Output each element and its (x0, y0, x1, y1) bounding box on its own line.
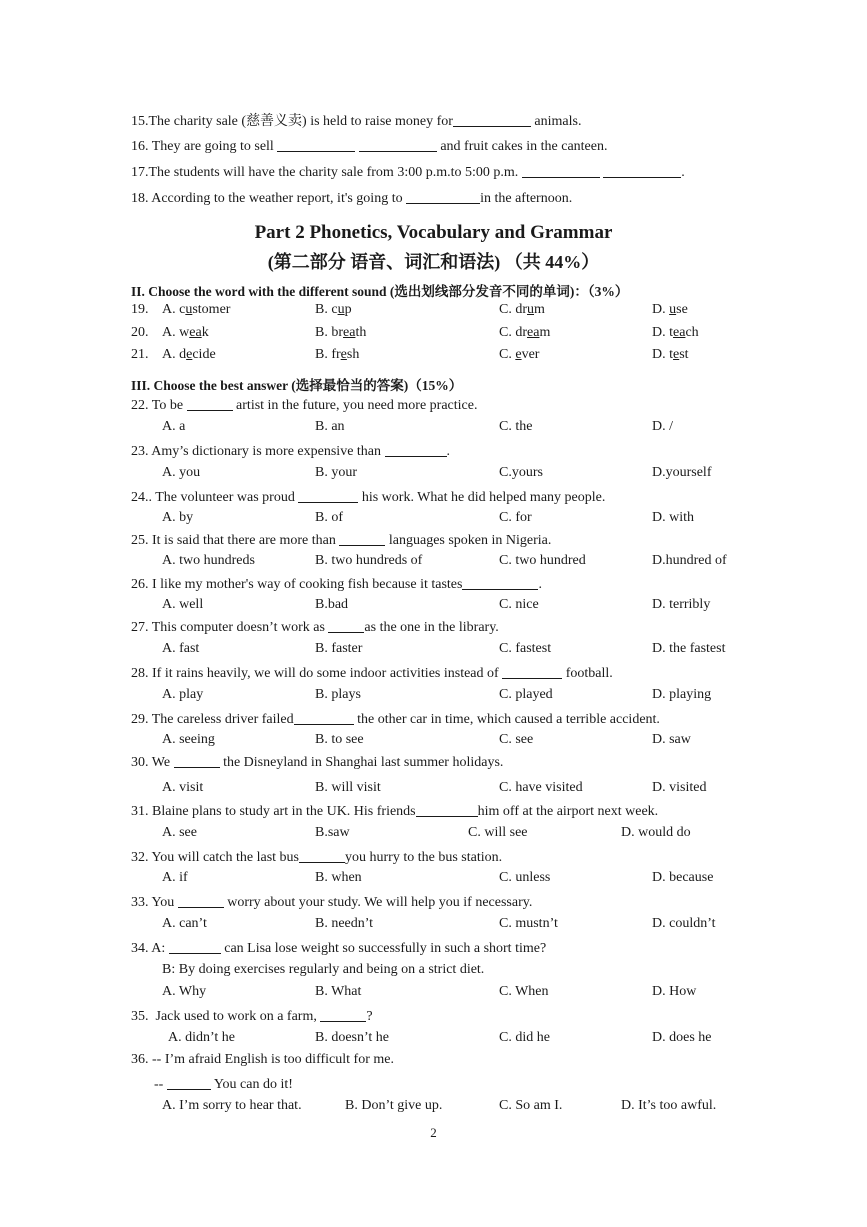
question-text: Blaine plans to study art in the UK. His friends (152, 804, 416, 819)
word-part: ch (685, 325, 699, 340)
question-number: 17. (131, 165, 149, 180)
page-number: 2 (430, 1125, 437, 1140)
question-17 (131, 163, 685, 181)
option-a[interactable]: A. see (162, 825, 197, 840)
option-label: C. (499, 302, 512, 317)
underlined-part: e (673, 347, 680, 362)
question-number: 18. (131, 191, 149, 206)
option-d[interactable]: D. because (652, 870, 714, 885)
option-a[interactable]: A. a (162, 419, 186, 434)
answer-blank[interactable] (277, 137, 355, 152)
word-part: th (355, 325, 367, 340)
question-text: you hurry to the bus station. (345, 850, 503, 865)
answer-blank[interactable] (187, 396, 233, 411)
question-text: I like my mother's way of cooking fish because it tastes (152, 577, 463, 592)
question-number: 15. (131, 114, 149, 129)
option-a[interactable] (162, 325, 209, 341)
question-number: 28. (131, 666, 149, 681)
answer-blank[interactable] (320, 1007, 366, 1022)
question-number: 20. (131, 325, 149, 340)
word-part: br (331, 325, 344, 340)
section-heading: II. Choose the word with the different sound (选出划线部分发音不同的单词)：（3%） (131, 284, 629, 299)
underlined-part: e (340, 347, 347, 362)
option-d[interactable]: D. / (652, 419, 673, 434)
question-text: as the one in the library. (364, 620, 499, 635)
question-text: football. (565, 666, 613, 681)
question-32 (131, 848, 502, 866)
question-text: . (538, 577, 542, 592)
answer-blank[interactable] (328, 618, 364, 633)
option-a[interactable]: A. visit (162, 780, 204, 795)
answer-blank[interactable] (462, 575, 538, 590)
option-a[interactable]: A. play (162, 687, 204, 702)
option-b[interactable]: B. plays (315, 687, 361, 702)
option-a[interactable]: A. Why (162, 984, 207, 999)
answer-blank[interactable] (385, 442, 447, 457)
answer-blank[interactable] (178, 893, 224, 908)
question-text: To be (151, 398, 184, 413)
question-text: We (151, 755, 171, 770)
option-a[interactable]: A. if (162, 870, 188, 885)
question-24 (131, 488, 605, 506)
option-d[interactable]: D. saw (652, 732, 691, 747)
option-d[interactable]: D. It’s too awful. (621, 1098, 717, 1113)
dialogue-dash: -- (154, 1077, 164, 1092)
option-label: D. (652, 325, 666, 340)
question-text: If it rains heavily, we will do some indoor activities instead of (152, 666, 499, 681)
option-c[interactable] (499, 302, 545, 318)
option-c[interactable]: C. nice (499, 597, 539, 612)
option-label: D. (652, 302, 666, 317)
question-text: According to the weather report, it's going to (151, 191, 403, 206)
question-number: 32. (131, 850, 149, 865)
answer-blank[interactable] (339, 531, 385, 546)
option-c[interactable]: C. did he (499, 1030, 550, 1045)
question-text: languages spoken in Nigeria. (388, 533, 552, 548)
option-d[interactable]: D. with (652, 510, 694, 525)
option-d[interactable]: D. visited (652, 780, 707, 795)
question-text: The volunteer was proud (155, 490, 295, 505)
option-a[interactable]: A. well (162, 597, 204, 612)
answer-blank[interactable] (406, 189, 480, 204)
option-a[interactable]: A. seeing (162, 732, 215, 747)
option-c[interactable]: C. So am I. (499, 1098, 563, 1113)
option-d[interactable]: D.hundred of (652, 553, 727, 568)
question-text: They are going to sell (151, 139, 274, 154)
question-31 (131, 802, 658, 820)
question-number: 24.. (131, 490, 152, 505)
question-text: Amy’s dictionary is more expensive than (151, 444, 382, 459)
question-text: The students will have the charity sale from 3:00 p.m.to 5:00 p.m. (148, 165, 519, 180)
underlined-part: u (669, 302, 677, 317)
word-part: cide (192, 347, 216, 362)
answer-blank[interactable] (453, 112, 531, 127)
answer-blank[interactable] (299, 848, 345, 863)
answer-blank[interactable] (603, 163, 681, 178)
question-text: and fruit cakes in the canteen. (440, 139, 608, 154)
option-c[interactable]: C. have visited (499, 780, 583, 795)
word-part: dr (515, 325, 528, 340)
question-text: The careless driver failed (151, 712, 294, 727)
option-b[interactable] (315, 347, 359, 363)
question-text: the other car in time, which caused a terrible accident. (357, 712, 660, 727)
underlined-part: e (186, 347, 193, 362)
word-part: k (201, 325, 209, 340)
option-b[interactable]: B. What (315, 984, 362, 999)
option-c[interactable]: C. fastest (499, 641, 552, 656)
option-d[interactable]: D. does he (652, 1030, 712, 1045)
word-part: m (539, 325, 551, 340)
option-b[interactable]: B. will visit (315, 780, 381, 795)
underlined-part: ea (343, 325, 356, 340)
question-text: ? (366, 1009, 373, 1024)
option-b[interactable]: B. two hundreds of (315, 553, 423, 568)
option-d[interactable] (652, 302, 688, 318)
option-label: B. (315, 325, 328, 340)
answer-blank[interactable] (298, 488, 358, 503)
question-text: can Lisa lose weight so successfully in such a short time? (224, 941, 547, 956)
option-b[interactable]: B. doesn’t he (315, 1030, 390, 1045)
option-d[interactable]: D.yourself (652, 465, 712, 480)
question-number: 27. (131, 620, 149, 635)
question-34 (131, 939, 546, 957)
option-label: B. (315, 302, 328, 317)
word-part: t (669, 325, 674, 340)
option-d[interactable] (652, 325, 699, 341)
question-number: 26. (131, 577, 149, 592)
option-b[interactable]: B.bad (315, 597, 349, 612)
question-23 (131, 442, 450, 460)
section-heading: III. Choose the best answer (选择最恰当的答案)（15%） (131, 378, 463, 393)
underlined-part: ea (527, 325, 540, 340)
option-label: A. (162, 325, 176, 340)
answer-blank[interactable] (169, 939, 221, 954)
word-part: c (179, 302, 186, 317)
question-text: . (446, 444, 451, 459)
question-26 (131, 575, 542, 593)
word-part: sh (346, 347, 360, 362)
question-number: 19. (131, 302, 149, 317)
word-part: d (179, 347, 187, 362)
word-part: w (179, 325, 190, 340)
question-text: artist in the future, you need more practice. (236, 398, 478, 413)
question-number: 35. (131, 1009, 149, 1024)
option-c[interactable] (499, 347, 539, 363)
word-part: t (669, 347, 674, 362)
option-a[interactable]: A. you (162, 465, 201, 480)
question-number: 23. (131, 444, 149, 459)
underlined-part: u (527, 302, 535, 317)
option-d[interactable]: D. How (652, 984, 697, 999)
answer-blank[interactable] (174, 753, 220, 768)
word-part: c (331, 302, 338, 317)
option-a[interactable]: A. by (162, 510, 194, 525)
option-c[interactable]: C. two hundred (499, 553, 586, 568)
option-b[interactable]: B. needn’t (315, 916, 374, 931)
word-part: se (676, 302, 688, 317)
question-28 (131, 664, 613, 682)
question-text: worry about your study. We will help you if necessary. (227, 895, 533, 910)
option-b[interactable] (315, 302, 352, 318)
question-text: . (681, 165, 685, 180)
option-c[interactable]: C. mustn’t (499, 916, 558, 931)
answer-blank[interactable] (294, 710, 354, 725)
underlined-part: u (185, 302, 193, 317)
option-b[interactable]: B. your (315, 465, 357, 480)
option-a[interactable]: A. two hundreds (162, 553, 255, 568)
option-a[interactable]: A. didn’t he (168, 1030, 236, 1045)
part-subtitle: (第二部分 语音、词汇和语法) （共 44%） (267, 252, 600, 272)
option-c[interactable]: C. played (499, 687, 553, 702)
question-text: You will catch the last bus (151, 850, 299, 865)
option-a[interactable] (162, 347, 216, 363)
question-36 (131, 1052, 394, 1068)
option-label: A. (162, 347, 176, 362)
word-part: fr (331, 347, 341, 362)
option-d[interactable]: D. playing (652, 687, 712, 702)
word-part: st (679, 347, 689, 362)
option-b[interactable] (315, 325, 366, 341)
question-number: 31. (131, 804, 149, 819)
option-c[interactable]: C. the (499, 419, 533, 434)
question-15 (131, 110, 581, 130)
word-part: m (534, 302, 545, 317)
option-label: C. (499, 325, 512, 340)
underlined-part: e (515, 347, 522, 362)
question-text: Jack used to work on a farm, (155, 1009, 317, 1024)
question-30 (131, 753, 503, 771)
question-text: in the afternoon. (480, 191, 573, 206)
answer-blank[interactable] (522, 163, 600, 178)
option-c[interactable]: C. see (499, 732, 534, 747)
answer-blank[interactable] (359, 137, 437, 152)
underlined-part: ea (189, 325, 202, 340)
question-text: The charity sale (慈善义卖) is held to raise money for (148, 114, 453, 129)
option-b[interactable]: B. an (315, 419, 345, 434)
question-text: You can do it! (213, 1077, 293, 1092)
question-35 (131, 1007, 373, 1025)
underlined-part: u (337, 302, 345, 317)
question-text: animals. (534, 114, 582, 129)
dialogue-line (154, 1075, 293, 1093)
question-number: 30. (131, 755, 149, 770)
option-c[interactable]: C. for (499, 510, 532, 525)
answer-blank[interactable] (502, 664, 562, 679)
question-text: A: (151, 941, 166, 956)
option-c[interactable]: C.yours (499, 465, 543, 480)
dialogue-line: B: By doing exercises regularly and being on a strict diet. (162, 962, 485, 977)
question-text: You (151, 895, 175, 910)
option-c[interactable]: C. will see (468, 825, 528, 840)
option-d[interactable]: D. the fastest (652, 641, 726, 656)
option-c[interactable]: C. unless (499, 870, 551, 885)
option-a[interactable] (162, 302, 230, 318)
question-27 (131, 618, 499, 636)
option-label: C. (499, 347, 512, 362)
word-part: p (344, 302, 352, 317)
option-c[interactable]: C. When (499, 984, 549, 999)
answer-blank[interactable] (167, 1075, 211, 1090)
question-25 (131, 531, 551, 549)
option-c[interactable] (499, 325, 550, 341)
question-number: 36. (131, 1052, 149, 1067)
question-29 (131, 710, 660, 728)
question-text: It is said that there are more than (152, 533, 336, 548)
question-number: 34. (131, 941, 149, 956)
part-title: Part 2 Phonetics, Vocabulary and Grammar (254, 222, 613, 243)
option-d[interactable] (652, 347, 689, 363)
option-a[interactable]: A. fast (162, 641, 200, 656)
word-part: stomer (192, 302, 231, 317)
question-text: This computer doesn’t work as (151, 620, 325, 635)
question-text: the Disneyland in Shanghai last summer holidays. (223, 755, 504, 770)
answer-blank[interactable] (416, 802, 478, 817)
option-d[interactable]: D. terribly (652, 597, 711, 612)
question-33 (131, 893, 532, 911)
question-number: 33. (131, 895, 149, 910)
question-number: 16. (131, 139, 149, 154)
option-label: A. (162, 302, 176, 317)
question-16 (131, 137, 607, 155)
option-b[interactable]: B. of (315, 510, 343, 525)
underlined-part: ea (673, 325, 686, 340)
question-number: 29. (131, 712, 149, 727)
word-part: ver (521, 347, 540, 362)
option-b[interactable]: B. Don’t give up. (345, 1098, 443, 1113)
question-text: -- I’m afraid English is too difficult for me. (152, 1052, 394, 1067)
question-text: his work. What he did helped many people. (361, 490, 606, 505)
option-d[interactable]: D. would do (621, 825, 691, 840)
option-b[interactable]: B. when (315, 870, 362, 885)
question-number: 25. (131, 533, 149, 548)
question-number: 22. (131, 398, 149, 413)
option-label: D. (652, 347, 666, 362)
question-22 (131, 396, 477, 414)
option-b[interactable]: B. faster (315, 641, 363, 656)
question-18 (131, 189, 572, 207)
option-b[interactable]: B.saw (315, 825, 350, 840)
option-b[interactable]: B. to see (315, 732, 364, 747)
option-a[interactable]: A. I’m sorry to hear that. (162, 1098, 302, 1113)
option-a[interactable]: A. can’t (162, 916, 207, 931)
option-d[interactable]: D. couldn’t (652, 916, 716, 931)
option-label: B. (315, 347, 328, 362)
word-part: dr (515, 302, 528, 317)
question-text: him off at the airport next week. (477, 804, 659, 819)
question-number: 21. (131, 347, 149, 362)
